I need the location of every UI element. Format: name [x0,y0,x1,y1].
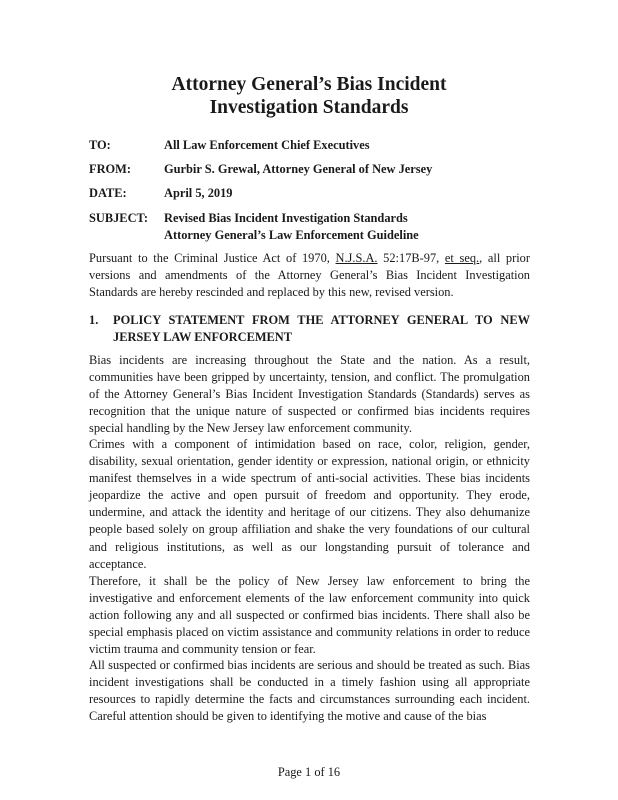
page-number-footer: Page 1 of 16 [277,765,341,779]
statute-citation: N.J.S.A. [335,251,378,265]
memo-from-value: Gurbir S. Grewal, Attorney General of New Jersey [164,162,433,176]
memo-date-label: DATE: [89,186,127,200]
title-line-1: Attorney General’s Bias Incident [171,74,447,95]
intro-text-2: 52:17B-97, [377,251,445,265]
document-title [0,73,618,119]
section-title: POLICY STATEMENT FROM THE ATTORNEY GENERAL TO NEW JERSEY LAW ENFORCEMENT [113,313,530,344]
memo-to-value: All Law Enforcement Chief Executives [164,138,370,152]
body-paragraph-3: Therefore, it shall be the policy of New Jersey law enforcement to bring the investigative and enforcement elements of the law enforcement community into quick action following any and all suspected or confirmed bias incidents. There shall also be special emphasis placed on victim assistance and community relations in order to reduce victim trauma and community tension or fear. [89,574,530,657]
memo-subject-label: SUBJECT: [89,211,148,225]
body-paragraph-2: Crimes with a component of intimidation based on race, color, religion, gender, disability, sexual orientation, gender identity or expression, national origin, or ethnicity manifest themselves in a wide spectrum of anti-social activities. These bias incidents jeopardize the active and open pursuit of freedom and opportunity. They erode, undermine, and attack the identity and heritage of our citizens. They also dehumanize people based solely on group affiliation and shake the very foundations of our cultural and religious institutions, as well as our longstanding pursuit of tolerance and acceptance. [89,437,530,571]
memo-date-value: April 5, 2019 [164,186,233,200]
memo-subject-line-1: Revised Bias Incident Investigation Standards [164,211,408,225]
body-paragraph-1: Bias incidents are increasing throughout the State and the nation. As a result, communities have been gripped by uncertainty, tension, and conflict. The promulgation of the Attorney General’s Bias Incident Investigation Standards (Standards) serves as recognition that the unique nature of suspected or confirmed bias incidents requires special handling by the New Jersey law enforcement community. [89,353,530,436]
intro-paragraph [89,250,530,301]
memo-from-label: FROM: [89,162,131,176]
section-number: 1. [89,313,99,327]
et-seq-citation: et seq. [444,251,480,265]
title-line-2: Investigation Standards [209,97,409,118]
intro-text-3: , all prior versions and amendments of the Attorney General’s Bias Incident Investigation Standards are hereby rescinded and replaced by this new, revised version. [89,251,531,300]
intro-text-1: Pursuant to the Criminal Justice Act of 1970, [89,251,336,265]
memo-subject-line-2: Attorney General’s Law Enforcement Guideline [164,228,419,242]
memo-to-label: TO: [89,138,111,152]
body-paragraph-4: All suspected or confirmed bias incidents are serious and should be treated as such. Bias incident investigations shall be conducted in a timely fashion using all appropriate resources to rapidly determine the facts and circumstances surrounding each incident. Careful attention should be given to identifying the motive and cause of the bias [89,658,530,724]
